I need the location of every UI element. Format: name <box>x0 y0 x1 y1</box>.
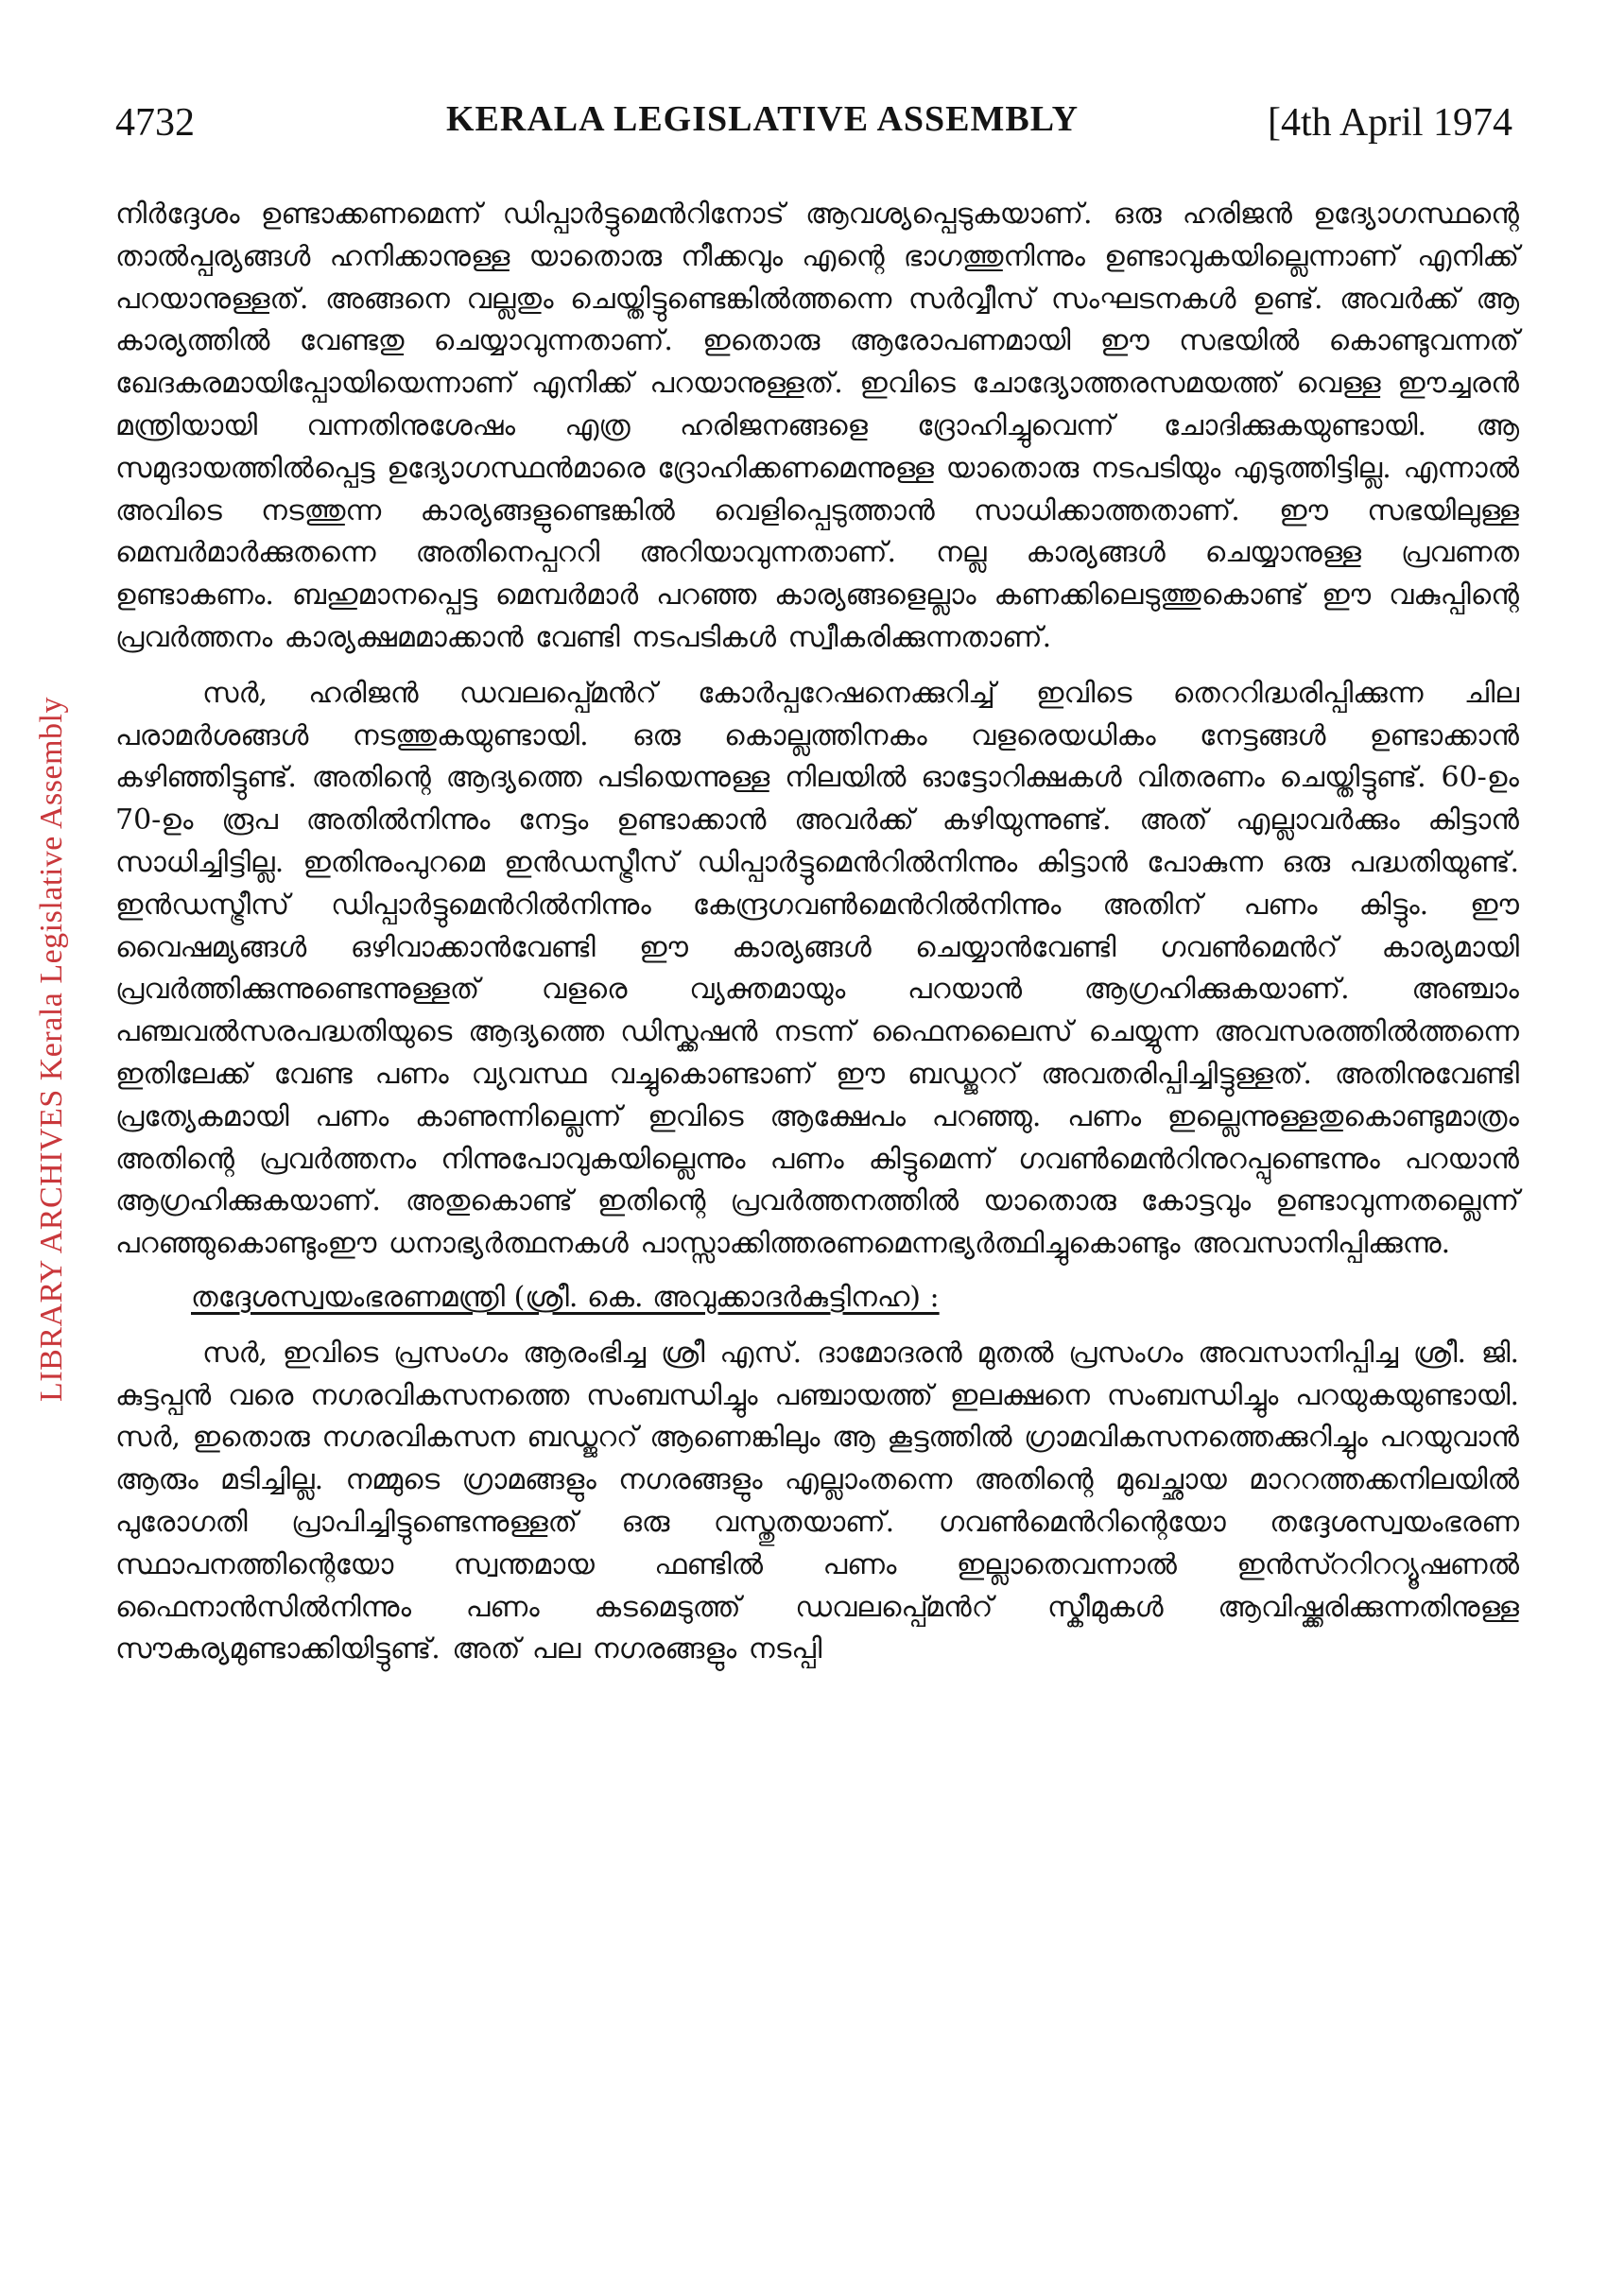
document-body <box>115 194 1519 1671</box>
page-number: 4732 <box>115 101 195 145</box>
speaker-heading <box>115 1277 1519 1320</box>
speaker-name: തദ്ദേശസ്വയംഭരണമന്ത്രി (ശ്രീ. കെ. അവുക്കാദർകുട്ടിനഹ) : <box>191 1280 940 1314</box>
page-header <box>115 95 1512 161</box>
page-date: [4th April 1974 <box>1268 101 1512 145</box>
page-title: KERALA LEGISLATIVE ASSEMBLY <box>446 99 1080 139</box>
paragraph-1: നിർദ്ദേശം ഉണ്ടാക്കണമെന്ന് ഡിപ്പാർട്ടുമെൻറിനോട് ആവശ്യപ്പെടുകയാണ്. ഒരു ഹരിജൻ ഉദ്യോഗസ്ഥന്റെ താൽപ്പര്യങ്ങൾ ഹനിക്കാനുള്ള യാതൊരു നീക്കവും എന്റെ ഭാഗത്തുനിന്നും ഉണ്ടാവുകയില്ലെന്നാണ് എനിക്ക് പറയാനുള്ളത്. അങ്ങനെ വല്ലതും ചെയ്തിട്ടുണ്ടെങ്കിൽത്തന്നെ സർവ്വീസ് സംഘടനകൾ ഉണ്ട്. അവർക്ക് ആ കാര്യത്തിൽ വേണ്ടതു ചെയ്യാവുന്നതാണ്. ഇതൊരു ആരോപണമായി ഈ സഭയിൽ കൊണ്ടുവന്നത് ഖേദകരമായിപ്പോയിയെന്നാണ് എനിക്ക് പറയാനുള്ളത്. ഇവിടെ ചോദ്യോത്തരസമയത്ത് വെള്ള ഈച്ചരൻ മന്ത്രിയായി വന്നതിനുശേഷം എത്ര ഹരിജനങ്ങളെ ദ്രോഹിച്ചുവെന്ന് ചോദിക്കുകയുണ്ടായി. ആ സമുദായത്തിൽപ്പെട്ട ഉദ്യോഗസ്ഥൻമാരെ ദ്രോഹിക്കണമെന്നുള്ള യാതൊരു നടപടിയും എടുത്തിട്ടില്ല. എന്നാൽ അവിടെ നടത്തുന്ന കാര്യങ്ങളുണ്ടെങ്കിൽ വെളിപ്പെടുത്താൻ സാധിക്കാത്തതാണ്. ഈ സഭയിലുള്ള മെമ്പർമാർക്കുതന്നെ അതിനെപ്പററി അറിയാവുന്നതാണ്. നല്ല കാര്യങ്ങൾ ചെയ്യാനുള്ള പ്രവണത ഉണ്ടാകണം. ബഹുമാനപ്പെട്ട മെമ്പർമാർ പറഞ്ഞ കാര്യങ്ങളെല്ലാം കണക്കിലെടുത്തുകൊണ്ട് ഈ വകുപ്പിന്റെ പ്രവർത്തനം കാര്യക്ഷമമാക്കാൻ വേണ്ടി നടപടികൾ സ്വീകരിക്കുന്നതാണ്. <box>115 198 1519 654</box>
paragraph-3: സർ, ഇവിടെ പ്രസംഗം ആരംഭിച്ച ശ്രീ എസ്. ദാമോദരൻ മുതൽ പ്രസംഗം അവസാനിപ്പിച്ച ശ്രീ. ജി. കുട്ടപ്പൻ വരെ നഗരവികസനത്തെ സംബന്ധിച്ചും പഞ്ചായത്ത് ഇലക്ഷനെ സംബന്ധിച്ചും പറയുകയുണ്ടായി. സർ, ഇതൊരു നഗരവികസന ബഡ്ജററ് ആണെങ്കിലും ആ കൂട്ടത്തിൽ ഗ്രാമവികസനത്തെക്കുറിച്ചും പറയുവാൻ ആരും മടിച്ചില്ല. നമ്മുടെ ഗ്രാമങ്ങളും നഗരങ്ങളും എല്ലാംതന്നെ അതിന്റെ മുഖച്ഛായ മാററത്തക്കനിലയിൽ പുരോഗതി പ്രാപിച്ചിട്ടുണ്ടെന്നുള്ളത് ഒരു വസ്തുതയാണ്. ഗവൺമെൻറിന്റെയോ തദ്ദേശസ്വയംഭരണ സ്ഥാപനത്തിന്റെയോ സ്വന്തമായ ഫണ്ടിൽ പണം ഇല്ലാതെവന്നാൽ ഇൻസ്ററിററ്യൂഷണൽ ഫൈനാൻസിൽനിന്നും പണം കടമെടുത്ത് ഡവലപ്പ്മെൻറ് സ്കീമുകൾ ആവിഷ്ക്കരിക്കുന്നതിനുള്ള സൗകര്യമുണ്ടാക്കിയിട്ടുണ്ട്. അത് പല നഗരങ്ങളും നടപ്പി <box>115 1336 1519 1666</box>
paragraph-2: സർ, ഹരിജൻ ഡവലപ്പ്മെൻറ് കോർപ്പറേഷനെക്കുറിച്ച് ഇവിടെ തെററിദ്ധരിപ്പിക്കുന്ന ചില പരാമർശങ്ങൾ നടത്തുകയുണ്ടായി. ഒരു കൊല്ലത്തിനകം വളരെയധികം നേട്ടങ്ങൾ ഉണ്ടാക്കാൻ കഴിഞ്ഞിട്ടുണ്ട്. അതിന്റെ ആദ്യത്തെ പടിയെന്നുള്ള നിലയിൽ ഓട്ടോറിക്ഷകൾ വിതരണം ചെയ്തിട്ടുണ്ട്. 60-ഉം 70-ഉം രൂപ അതിൽനിന്നും നേട്ടം ഉണ്ടാക്കാൻ അവർക്ക് കഴിയുന്നുണ്ട്. അത് എല്ലാവർക്കും കിട്ടാൻ സാധിച്ചിട്ടില്ല. ഇതിനുംപുറമെ ഇൻഡസ്ട്രീസ് ഡിപ്പാർട്ടുമെൻറിൽനിന്നും കിട്ടാൻ പോകുന്ന ഒരു പദ്ധതിയുണ്ട്. ഇൻഡസ്ട്രീസ് ഡിപ്പാർട്ടുമെൻറിൽനിന്നും കേന്ദ്രഗവൺമെൻറിൽനിന്നും അതിന് പണം കിട്ടും. ഈ വൈഷമ്യങ്ങൾ ഒഴിവാക്കാൻവേണ്ടി ഈ കാര്യങ്ങൾ ചെയ്യാൻവേണ്ടി ഗവൺമെൻറ് കാര്യമായി പ്രവർത്തിക്കുന്നുണ്ടെന്നുള്ളത് വളരെ വ്യക്തമായും പറയാൻ ആഗ്രഹിക്കുകയാണ്. അഞ്ചാം പഞ്ചവൽസരപദ്ധതിയുടെ ആദ്യത്തെ ഡിസ്ക്കഷൻ നടന്ന് ഫൈനലൈസ് ചെയ്യുന്ന അവസരത്തിൽത്തന്നെ ഇതിലേക്ക് വേണ്ട പണം വ്യവസ്ഥ വച്ചുകൊണ്ടാണ് ഈ ബഡ്ജററ് അവതരിപ്പിച്ചിട്ടുള്ളത്. അതിനുവേണ്ടി പ്രത്യേകമായി പണം കാണുന്നില്ലെന്ന് ഇവിടെ ആക്ഷേപം പറഞ്ഞു. പണം ഇല്ലെന്നുള്ളതുകൊണ്ടുമാത്രം അതിന്റെ പ്രവർത്തനം നിന്നുപോവുകയില്ലെന്നും പണം കിട്ടുമെന്ന് ഗവൺമെൻറിനുറപ്പുണ്ടെന്നും പറയാൻ ആഗ്രഹിക്കുകയാണ്. അതുകൊണ്ട് ഇതിന്റെ പ്രവർത്തനത്തിൽ യാതൊരു കോട്ടവും ഉണ്ടാവുന്നതല്ലെന്ന് പറഞ്ഞുകൊണ്ടുംഈ ധനാഭ്യർത്ഥനകൾ പാസ്സാക്കിത്തരണമെന്നഭ്യർത്ഥിച്ചുകൊണ്ടും അവസാനിപ്പിക്കുന്നു. <box>115 676 1519 1261</box>
archive-watermark: LIBRARY ARCHIVES Kerala Legislative Assembly <box>34 696 69 1403</box>
